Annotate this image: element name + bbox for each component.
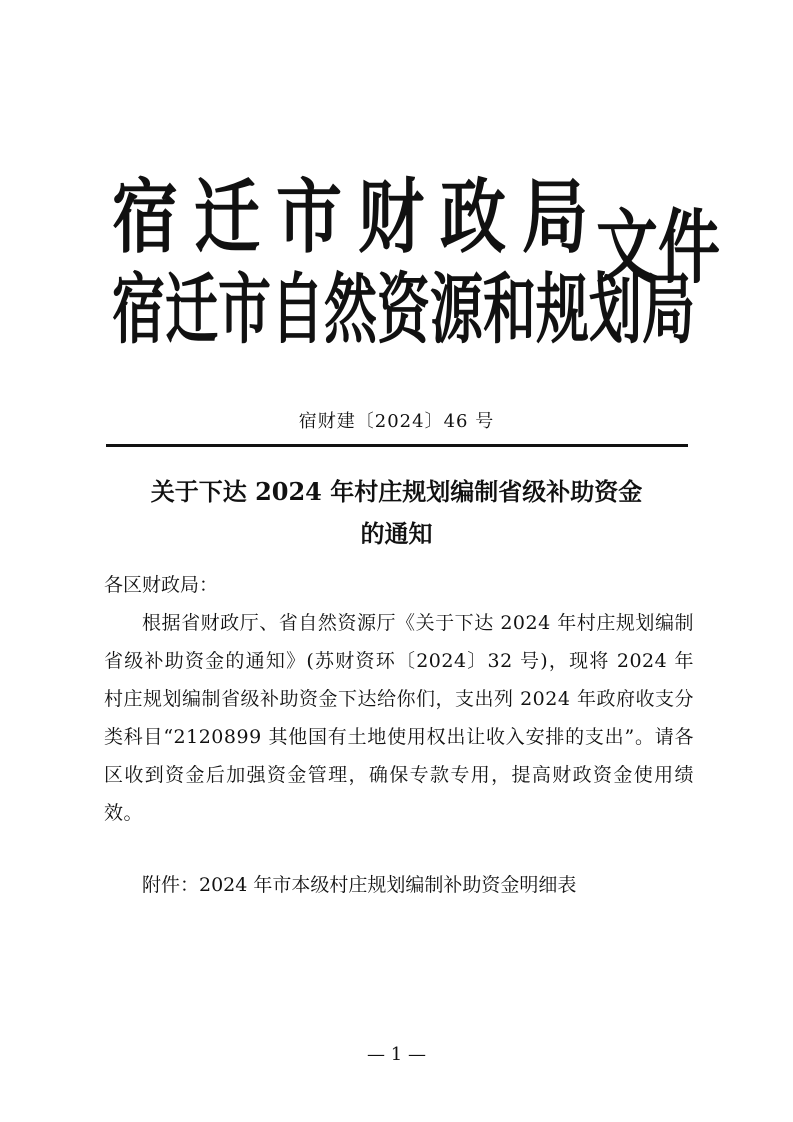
document-title-line1: 关于下达 2024 年村庄规划编制省级补助资金 [150, 477, 643, 506]
attachment-note: 附件：2024 年市本级村庄规划编制补助资金明细表 [142, 874, 577, 896]
issuing-org-natural-resources: 宿迁市自然资源和规划局 [112, 266, 695, 355]
document-type-label: 文件 [596, 200, 721, 296]
page-number: — 1 — [367, 1044, 426, 1065]
document-title-line2: 的通知 [360, 519, 433, 548]
issuing-org-finance: 宿迁市财政局 [112, 170, 604, 265]
salutation: 各区财政局： [104, 574, 219, 596]
header-divider [106, 444, 688, 447]
body-paragraph: 根据省财政厅、省自然资源厅《关于下达 2024 年村庄规划编制省级补助资金的通知》(苏财资环〔2024〕32 号)，现将 2024 年村庄规划编制省级补助资金下达给你们，支出列 2024 年政府收支分类科目“2120899 其他国有土地使用权出让收入安排的支出”。请各区收到资金后加强资金管理，确保专款专用，提高财政资金使用绩效。 [104, 612, 694, 824]
document-number: 宿财建〔2024〕46 号 [298, 411, 495, 432]
